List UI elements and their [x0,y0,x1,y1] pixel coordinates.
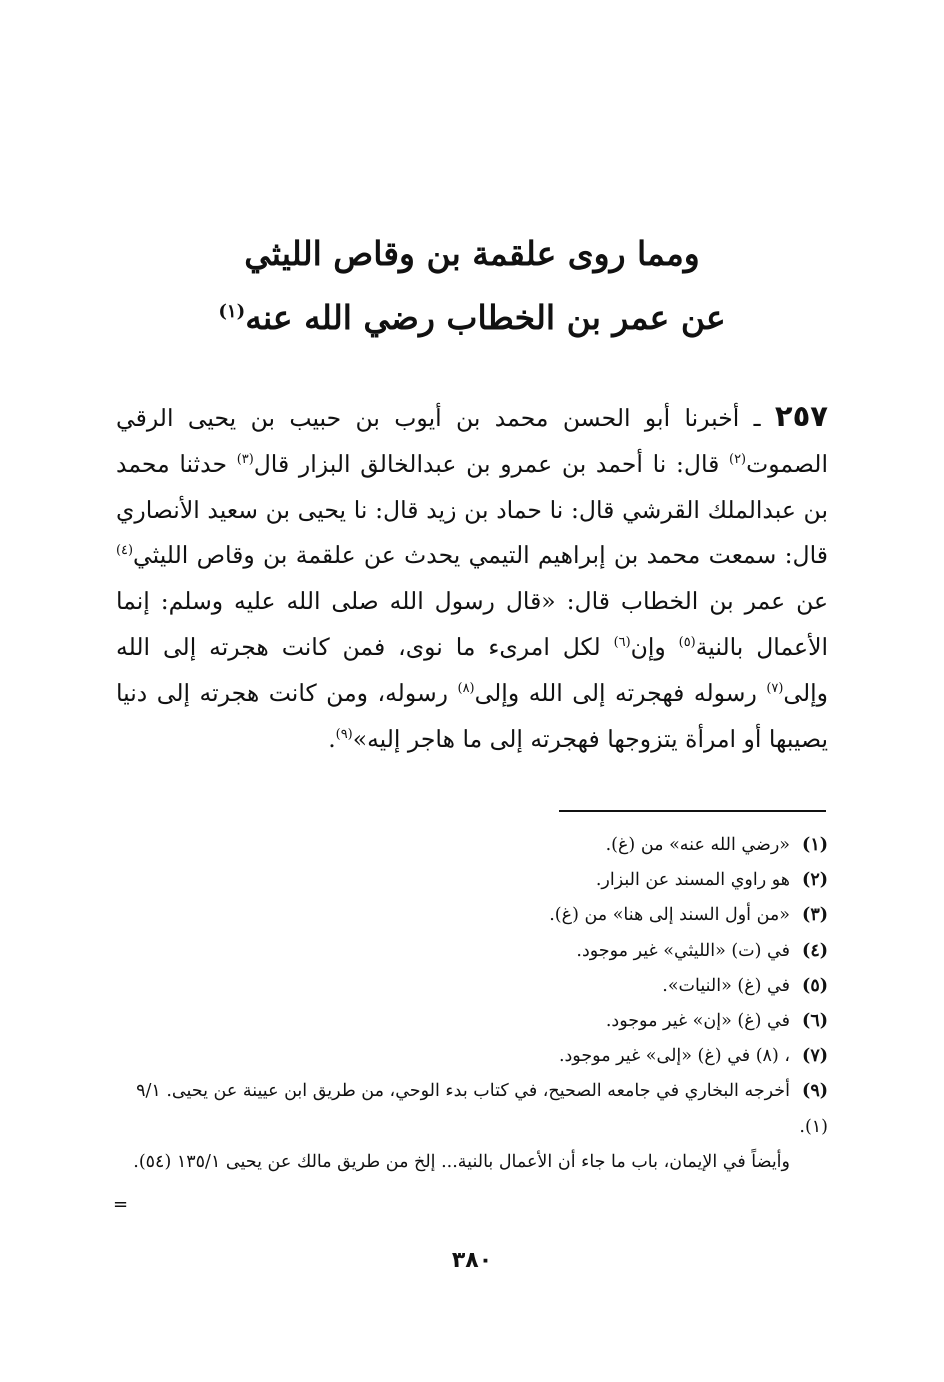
footnote-text: في (ت) «الليثي» غير موجود. [576,940,790,961]
footnote-ref: (٤) [116,543,134,559]
footnote-marker: (٧) [802,1046,828,1067]
hadith-segment: لكل امرىء ما نوى، فمن كانت هجرته إلى الله وإلى [116,632,828,707]
footnote-ref: (٦) [613,635,631,651]
footnote-item [116,863,828,898]
hadith-segment: . [328,724,336,753]
footnote-ref: (٧) [766,680,784,696]
chapter-title-line-2-text: عن عمر بن الخطاب رضي الله عنه [245,298,726,337]
footnote-text: ، (٨) في (غ) «إلى» غير موجود. [558,1046,790,1067]
chapter-title [120,222,824,350]
hadith-segment: قال: نا أحمد بن عمرو بن عبدالخالق البزار قال [253,449,730,478]
footnotes-list [116,828,828,1180]
footnote-item [116,1039,828,1074]
footnote-ref: (٩) [335,726,353,742]
footnote-item [116,934,828,969]
hadith-segment: حدثنا محمد بن عبدالملك القرشي قال: نا حماد بن زيد قال: نا يحيى بن سعيد الأنصاري قال: سمعت محمد بن إبراهيم التيمي يحدث عن علقمة بن وقاص الليثي [116,449,828,570]
footnote-item [116,1004,828,1039]
footnote-marker: (٢) [802,870,828,891]
footnote-ref: (٣) [236,451,254,467]
footnote-text: في (غ) «إن» غير موجود. [605,1011,790,1032]
footnote-separator [559,810,826,812]
hadith-segment: وإن [630,632,679,661]
footnote-text: في (غ) «النيات». [662,975,790,996]
footnote-text: هو راوي المسند عن البزار. [595,870,790,891]
footnote-marker: (٦) [802,1011,828,1032]
hadith-text [116,394,828,762]
footnote-ref: (٨) [457,680,475,696]
footnote-text: «رضي الله عنه» من (غ). [605,835,790,855]
footnote-marker: (٥) [802,975,828,996]
footnote-item [116,1074,828,1180]
hadith-dash: ـ [739,404,775,432]
footnote-item [116,969,828,1004]
footnote-ref: (٢) [729,451,747,467]
page-number: ٣٨٠ [451,1248,493,1273]
footnote-ref: (١) [218,301,246,322]
hadith-segment: رسوله فهجرته إلى الله وإلى [474,678,767,707]
chapter-title-line-2 [120,286,824,350]
footnote-text: «من أول السند إلى هنا» من (غ). [549,905,790,926]
footnote-marker: (٤) [802,940,828,961]
footnote-ref: (٥) [678,635,696,651]
continuation-mark: = [113,1194,129,1215]
chapter-title-line-1: ومما روى علقمة بن وقاص الليثي [244,234,700,273]
footnote-text: أخرجه البخاري في جامعه الصحيح، في كتاب بدء الوحي، من طريق ابن عيينة عن يحيى. ٩/١ (١). [136,1081,828,1137]
footnote-marker: (٣) [802,905,828,926]
hadith-segment: عن عمر بن الخطاب قال: «قال رسول الله صلى الله عليه وسلم: إنما الأعمال بالنية [116,587,828,661]
footnote-item [116,828,828,863]
footnote-continuation: وأيضاً في الإيمان، باب ما جاء أن الأعمال بالنية... إلخ من طريق مالك عن يحيى ١٣٥/١ (٥٤). [133,1151,790,1172]
hadith-number: ٢٥٧ [774,399,828,433]
footnote-item [116,898,828,933]
footnote-marker: (١) [802,835,828,855]
hadith-segment: رسوله، ومن كانت هجرته إلى دنيا يصيبها أو امرأة يتزوجها فهجرته إلى ما هاجر إليه» [116,678,828,753]
hadith-segment: أخبرنا أبو الحسن محمد بن أيوب بن حبيب بن يحيى الرقي الصموت [116,404,828,478]
footnote-marker: (٩) [802,1081,828,1102]
